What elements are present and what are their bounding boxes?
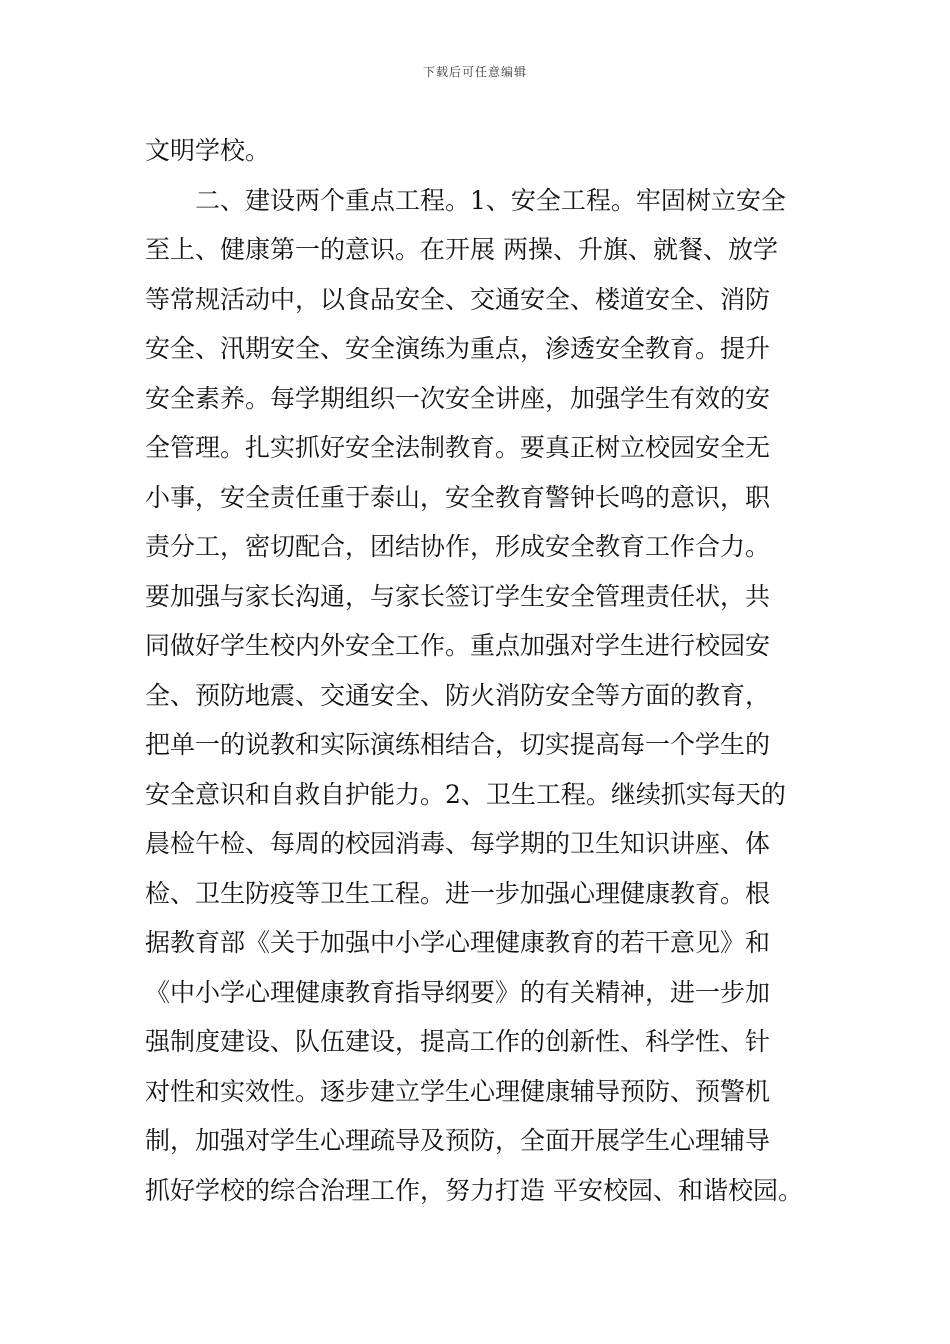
text-line: 文明学校。 [145, 136, 271, 165]
text-line: 要加强与家长沟通，与家长签订学生安全管理责任状，共 [145, 581, 771, 611]
text-line: 检、卫生防疫等卫生工程。进一步加强心理健康教育。根 [145, 878, 771, 908]
text-line: 全管理。扎实抓好安全法制教育。要真正树立校园安全无 [145, 433, 771, 462]
paragraph-start-line: 二、建设两个重点工程。1、安全工程。牢固树立安全 [195, 185, 786, 215]
text-line: 对性和实效性。逐步建立学生心理健康辅导预防、预警机 [145, 1076, 771, 1106]
text-line: 《中小学心理健康教育指导纲要》的有关精神，进一步加 [145, 977, 771, 1007]
text-line: 责分工，密切配合，团结协作，形成安全教育工作合力。 [145, 532, 771, 561]
text-line: 抓好学校的综合治理工作，努力打造 平安校园、和谐校园。 [145, 1175, 803, 1205]
text-line: 把单一的说教和实际演练相结合，切实提高每一个学生的 [145, 730, 771, 759]
text-line: 安全意识和自救自护能力。2、卫生工程。继续抓实每天的 [145, 779, 786, 809]
text-line: 同做好学生校内外安全工作。重点加强对学生进行校园安 [145, 631, 771, 660]
text-line: 晨检午检、每周的校园消毒、每学期的卫生知识讲座、体 [145, 829, 771, 858]
text-line: 安全、汛期安全、安全演练为重点，渗透安全教育。提升 [145, 334, 771, 363]
text-line: 据教育部《关于加强中小学心理健康教育的若干意见》和 [145, 928, 771, 957]
text-line: 至上、健康第一的意识。在开展 两操、升旗、就餐、放学 [145, 235, 778, 264]
text-line: 全、预防地震、交通安全、防火消防安全等方面的教育， [145, 680, 771, 710]
text-line: 小事，安全责任重于泰山，安全教育警钟长鸣的意识，职 [145, 482, 771, 512]
page-header-note: 下载后可任意编辑 [422, 65, 527, 79]
text-line: 等常规活动中，以食品安全、交通安全、楼道安全、消防 [145, 284, 771, 314]
text-line: 制，加强对学生心理疏导及预防，全面开展学生心理辅导 [145, 1126, 771, 1155]
text-line: 安全素养。每学期组织一次安全讲座，加强学生有效的安 [145, 383, 771, 413]
body-text [145, 126, 815, 1215]
text-line: 强制度建设、队伍建设，提高工作的创新性、科学性、针 [145, 1027, 771, 1056]
